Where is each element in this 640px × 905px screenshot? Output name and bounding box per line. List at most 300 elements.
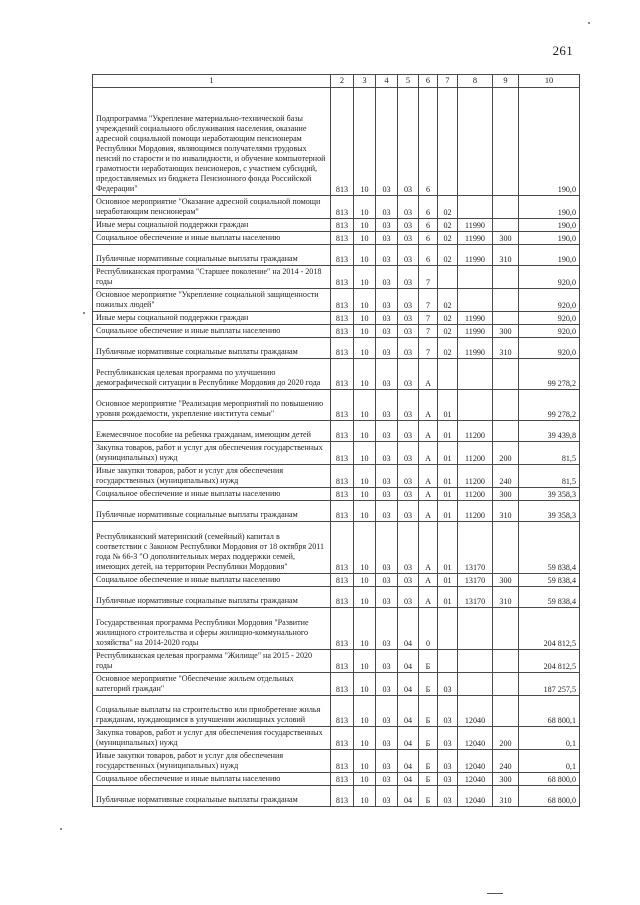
code-cell: 03 bbox=[398, 488, 419, 501]
code-cell bbox=[493, 421, 519, 442]
code-cell: 03 bbox=[376, 522, 398, 574]
amount-cell: 68 800,0 bbox=[519, 773, 580, 786]
code-cell bbox=[493, 673, 519, 696]
row-label: Республиканская целевая программа "Жилище" на 2015 - 2020 годы bbox=[93, 650, 331, 673]
table-row bbox=[93, 88, 580, 196]
code-cell: 03 bbox=[398, 390, 419, 421]
code-cell: 813 bbox=[331, 696, 354, 727]
code-cell: 03 bbox=[376, 574, 398, 587]
code-cell: 10 bbox=[354, 786, 376, 807]
amount-cell: 81,5 bbox=[519, 442, 580, 465]
code-cell: 11200 bbox=[458, 465, 493, 488]
amount-cell: 920,0 bbox=[519, 325, 580, 338]
code-cell bbox=[493, 196, 519, 219]
row-label: Социальное обеспечение и иные выплаты населению bbox=[93, 574, 331, 587]
row-label: Социальное обеспечение и иные выплаты населению bbox=[93, 488, 331, 501]
code-cell: А bbox=[419, 522, 438, 574]
code-cell: 7 bbox=[419, 325, 438, 338]
code-cell bbox=[493, 219, 519, 232]
code-cell: 03 bbox=[376, 266, 398, 289]
code-cell: 03 bbox=[376, 501, 398, 522]
amount-cell: 59 838,4 bbox=[519, 587, 580, 608]
code-cell: 03 bbox=[376, 465, 398, 488]
row-label: Публичные нормативные социальные выплаты гражданам bbox=[93, 587, 331, 608]
code-cell: 03 bbox=[398, 501, 419, 522]
code-cell: 10 bbox=[354, 696, 376, 727]
code-cell bbox=[493, 312, 519, 325]
code-cell: 10 bbox=[354, 522, 376, 574]
row-label: Иные меры социальной поддержки граждан bbox=[93, 219, 331, 232]
code-cell: 03 bbox=[376, 219, 398, 232]
code-cell: 02 bbox=[438, 232, 458, 245]
row-label: Публичные нормативные социальные выплаты гражданам bbox=[93, 786, 331, 807]
code-cell: 03 bbox=[398, 421, 419, 442]
code-cell: 10 bbox=[354, 442, 376, 465]
code-cell bbox=[493, 608, 519, 650]
code-cell: 03 bbox=[376, 289, 398, 312]
code-cell: 813 bbox=[331, 88, 354, 196]
code-cell: 813 bbox=[331, 442, 354, 465]
code-cell: Б bbox=[419, 727, 438, 750]
code-cell: 10 bbox=[354, 325, 376, 338]
code-cell: 03 bbox=[376, 650, 398, 673]
code-cell: 02 bbox=[438, 219, 458, 232]
code-cell: 03 bbox=[376, 325, 398, 338]
code-cell: 310 bbox=[493, 245, 519, 266]
table-row bbox=[93, 522, 580, 574]
code-cell: 813 bbox=[331, 750, 354, 773]
code-cell: 03 bbox=[376, 488, 398, 501]
table-row bbox=[93, 786, 580, 807]
code-cell: 813 bbox=[331, 650, 354, 673]
code-cell: 03 bbox=[398, 442, 419, 465]
row-label: Публичные нормативные социальные выплаты гражданам bbox=[93, 501, 331, 522]
code-cell: 03 bbox=[398, 325, 419, 338]
code-cell bbox=[438, 266, 458, 289]
code-cell: А bbox=[419, 465, 438, 488]
table-row bbox=[93, 359, 580, 390]
column-header: 6 bbox=[419, 75, 438, 88]
row-label: Иные закупки товаров, работ и услуг для обеспечения государственных (муниципальных) нужд bbox=[93, 750, 331, 773]
code-cell: 11990 bbox=[458, 245, 493, 266]
code-cell: 7 bbox=[419, 266, 438, 289]
code-cell: 02 bbox=[438, 196, 458, 219]
code-cell: 03 bbox=[376, 673, 398, 696]
row-label: Иные меры социальной поддержки граждан bbox=[93, 312, 331, 325]
code-cell: 10 bbox=[354, 727, 376, 750]
code-cell: 813 bbox=[331, 501, 354, 522]
code-cell bbox=[493, 522, 519, 574]
code-cell: 813 bbox=[331, 245, 354, 266]
amount-cell: 920,0 bbox=[519, 289, 580, 312]
code-cell bbox=[458, 196, 493, 219]
code-cell: 10 bbox=[354, 88, 376, 196]
code-cell: 13170 bbox=[458, 587, 493, 608]
code-cell: 310 bbox=[493, 338, 519, 359]
code-cell: 02 bbox=[438, 245, 458, 266]
code-cell: 02 bbox=[438, 312, 458, 325]
code-cell: 03 bbox=[438, 727, 458, 750]
table-row bbox=[93, 390, 580, 421]
code-cell: 813 bbox=[331, 325, 354, 338]
code-cell: 03 bbox=[398, 196, 419, 219]
code-cell: Б bbox=[419, 696, 438, 727]
code-cell: 03 bbox=[376, 587, 398, 608]
code-cell bbox=[438, 608, 458, 650]
table-row bbox=[93, 465, 580, 488]
code-cell bbox=[458, 608, 493, 650]
code-cell bbox=[458, 266, 493, 289]
page-number: 261 bbox=[552, 43, 573, 58]
code-cell: 04 bbox=[398, 608, 419, 650]
code-cell: 03 bbox=[398, 587, 419, 608]
code-cell: 6 bbox=[419, 232, 438, 245]
code-cell: 03 bbox=[398, 232, 419, 245]
code-cell: 04 bbox=[398, 650, 419, 673]
code-cell: 813 bbox=[331, 196, 354, 219]
code-cell bbox=[493, 88, 519, 196]
code-cell: 10 bbox=[354, 488, 376, 501]
code-cell bbox=[458, 650, 493, 673]
code-cell: 11200 bbox=[458, 442, 493, 465]
row-label: Подпрограмма "Укрепление материально-технической базы учреждений социального обслуживания населения, оказание адресной социальной помощи неработающим пенсионерам Республики Мордовия, являющимся получателями трудовых пенсий по старости и по инвалидности, и обучение компьютерной грамотности неработающих пенсионеров, с участием субсидий, предоставляемых из бюджета Пенсионного фонда Российской Федерации" bbox=[93, 88, 331, 196]
row-label: Закупка товаров, работ и услуг для обеспечения государственных (муниципальных) нужд bbox=[93, 442, 331, 465]
code-cell: 01 bbox=[438, 390, 458, 421]
code-cell: 03 bbox=[376, 727, 398, 750]
code-cell: 10 bbox=[354, 465, 376, 488]
code-cell: 813 bbox=[331, 608, 354, 650]
table-row bbox=[93, 650, 580, 673]
code-cell: 6 bbox=[419, 219, 438, 232]
code-cell: 03 bbox=[398, 88, 419, 196]
table-row bbox=[93, 587, 580, 608]
code-cell: 10 bbox=[354, 750, 376, 773]
amount-cell: 190,0 bbox=[519, 196, 580, 219]
row-label: Основное мероприятие "Обеспечение жильем отдельных категорий граждан" bbox=[93, 673, 331, 696]
code-cell: А bbox=[419, 359, 438, 390]
row-label: Закупка товаров, работ и услуг для обеспечения государственных (муниципальных) нужд bbox=[93, 727, 331, 750]
code-cell bbox=[438, 88, 458, 196]
table-row bbox=[93, 245, 580, 266]
code-cell: 11200 bbox=[458, 501, 493, 522]
table-row bbox=[93, 488, 580, 501]
code-cell: А bbox=[419, 488, 438, 501]
code-cell: 10 bbox=[354, 773, 376, 786]
code-cell: 03 bbox=[398, 465, 419, 488]
code-cell: 10 bbox=[354, 673, 376, 696]
row-label: Публичные нормативные социальные выплаты гражданам bbox=[93, 245, 331, 266]
code-cell: 813 bbox=[331, 359, 354, 390]
row-label: Ежемесячное пособие на ребенка гражданам, имеющим детей bbox=[93, 421, 331, 442]
code-cell: 10 bbox=[354, 421, 376, 442]
code-cell: 813 bbox=[331, 574, 354, 587]
code-cell: А bbox=[419, 390, 438, 421]
amount-cell: 81,5 bbox=[519, 465, 580, 488]
column-header: 7 bbox=[438, 75, 458, 88]
table-row bbox=[93, 608, 580, 650]
code-cell: 7 bbox=[419, 338, 438, 359]
code-cell: 03 bbox=[376, 442, 398, 465]
code-cell: 813 bbox=[331, 312, 354, 325]
code-cell: 10 bbox=[354, 359, 376, 390]
code-cell: 03 bbox=[376, 232, 398, 245]
code-cell bbox=[458, 390, 493, 421]
code-cell: 310 bbox=[493, 501, 519, 522]
table-header-row bbox=[93, 75, 580, 88]
code-cell: 03 bbox=[376, 750, 398, 773]
scan-speck bbox=[60, 828, 62, 830]
code-cell: 10 bbox=[354, 338, 376, 359]
code-cell: 310 bbox=[493, 786, 519, 807]
row-label: Республиканская программа "Старшее поколение" на 2014 - 2018 годы bbox=[93, 266, 331, 289]
table-row bbox=[93, 442, 580, 465]
column-header: 2 bbox=[331, 75, 354, 88]
code-cell bbox=[458, 88, 493, 196]
code-cell bbox=[493, 696, 519, 727]
amount-cell: 39 439,8 bbox=[519, 421, 580, 442]
code-cell bbox=[493, 266, 519, 289]
row-label: Иные закупки товаров, работ и услуг для обеспечения государственных (муниципальных) нужд bbox=[93, 465, 331, 488]
code-cell: 12040 bbox=[458, 696, 493, 727]
column-header: 3 bbox=[354, 75, 376, 88]
code-cell: 03 bbox=[398, 312, 419, 325]
column-header: 9 bbox=[493, 75, 519, 88]
column-header: 10 bbox=[519, 75, 580, 88]
code-cell: 10 bbox=[354, 266, 376, 289]
table-row bbox=[93, 266, 580, 289]
code-cell: 03 bbox=[376, 773, 398, 786]
code-cell: 03 bbox=[376, 359, 398, 390]
amount-cell: 920,0 bbox=[519, 312, 580, 325]
row-label: Республиканский материнский (семейный) капитал в соответствии с Законом Республики Мордовия от 18 октября 2011 года № 66-З "О дополнительных мерах поддержки семей, имеющих детей, на территории Республики Мордовия" bbox=[93, 522, 331, 574]
code-cell: 13170 bbox=[458, 574, 493, 587]
code-cell: 12040 bbox=[458, 727, 493, 750]
code-cell: Б bbox=[419, 750, 438, 773]
table-row bbox=[93, 289, 580, 312]
code-cell: 10 bbox=[354, 196, 376, 219]
code-cell: 03 bbox=[398, 359, 419, 390]
code-cell: 01 bbox=[438, 421, 458, 442]
code-cell: 10 bbox=[354, 390, 376, 421]
code-cell: 03 bbox=[376, 390, 398, 421]
table-row bbox=[93, 196, 580, 219]
code-cell: 11990 bbox=[458, 338, 493, 359]
code-cell: 01 bbox=[438, 574, 458, 587]
code-cell: 02 bbox=[438, 338, 458, 359]
table-row bbox=[93, 312, 580, 325]
code-cell: 0 bbox=[419, 608, 438, 650]
table-row bbox=[93, 338, 580, 359]
code-cell: 03 bbox=[376, 786, 398, 807]
table-row bbox=[93, 673, 580, 696]
code-cell: 813 bbox=[331, 727, 354, 750]
code-cell: 11200 bbox=[458, 421, 493, 442]
code-cell: 300 bbox=[493, 232, 519, 245]
row-label: Основное мероприятие "Реализация мероприятий по повышению уровня рождаемости, укрепление института семьи" bbox=[93, 390, 331, 421]
code-cell: 200 bbox=[493, 442, 519, 465]
code-cell: 03 bbox=[398, 289, 419, 312]
footer-dash bbox=[487, 893, 503, 894]
code-cell: 12040 bbox=[458, 750, 493, 773]
code-cell: 10 bbox=[354, 650, 376, 673]
code-cell: 813 bbox=[331, 289, 354, 312]
code-cell bbox=[438, 650, 458, 673]
code-cell: А bbox=[419, 587, 438, 608]
code-cell: Б bbox=[419, 673, 438, 696]
code-cell: 10 bbox=[354, 219, 376, 232]
code-cell: 03 bbox=[376, 245, 398, 266]
code-cell: 12040 bbox=[458, 773, 493, 786]
code-cell: 10 bbox=[354, 312, 376, 325]
amount-cell: 190,0 bbox=[519, 88, 580, 196]
code-cell: Б bbox=[419, 773, 438, 786]
code-cell: 03 bbox=[438, 773, 458, 786]
code-cell: 01 bbox=[438, 442, 458, 465]
budget-table bbox=[92, 74, 580, 807]
code-cell: 10 bbox=[354, 245, 376, 266]
scan-speck bbox=[588, 22, 590, 24]
code-cell: 813 bbox=[331, 773, 354, 786]
code-cell: 03 bbox=[438, 696, 458, 727]
row-label: Основное мероприятие "Укрепление социальной защищенности пожилых людей" bbox=[93, 289, 331, 312]
code-cell: 13170 bbox=[458, 522, 493, 574]
code-cell: 10 bbox=[354, 587, 376, 608]
code-cell: 03 bbox=[398, 522, 419, 574]
row-label: Государственная программа Республики Мордовия "Развитие жилищного строительства и сферы жилищно-коммунального хозяйства" на 2014-2020 годы bbox=[93, 608, 331, 650]
code-cell: 813 bbox=[331, 488, 354, 501]
code-cell: 03 bbox=[438, 786, 458, 807]
amount-cell: 190,0 bbox=[519, 245, 580, 266]
code-cell: 10 bbox=[354, 574, 376, 587]
code-cell: 7 bbox=[419, 312, 438, 325]
code-cell bbox=[493, 289, 519, 312]
code-cell: 01 bbox=[438, 488, 458, 501]
amount-cell: 920,0 bbox=[519, 338, 580, 359]
amount-cell: 68 800,1 bbox=[519, 696, 580, 727]
code-cell: 813 bbox=[331, 465, 354, 488]
amount-cell: 187 257,5 bbox=[519, 673, 580, 696]
row-label: Основное мероприятие "Оказание адресной социальной помощи неработающим пенсионерам" bbox=[93, 196, 331, 219]
code-cell: 813 bbox=[331, 421, 354, 442]
code-cell: 300 bbox=[493, 773, 519, 786]
code-cell: 6 bbox=[419, 88, 438, 196]
code-cell: 04 bbox=[398, 750, 419, 773]
column-header: 5 bbox=[398, 75, 419, 88]
code-cell: 03 bbox=[398, 245, 419, 266]
code-cell: 10 bbox=[354, 232, 376, 245]
table-row bbox=[93, 696, 580, 727]
code-cell: 01 bbox=[438, 501, 458, 522]
column-header: 4 bbox=[376, 75, 398, 88]
code-cell: 12040 bbox=[458, 786, 493, 807]
code-cell: 04 bbox=[398, 773, 419, 786]
row-label: Республиканская целевая программа по улучшению демографической ситуации в Республике Мордовия до 2020 года bbox=[93, 359, 331, 390]
code-cell: 10 bbox=[354, 608, 376, 650]
amount-cell: 0,1 bbox=[519, 727, 580, 750]
code-cell: А bbox=[419, 501, 438, 522]
code-cell: 03 bbox=[376, 421, 398, 442]
code-cell: А bbox=[419, 442, 438, 465]
table-row bbox=[93, 750, 580, 773]
code-cell: 813 bbox=[331, 338, 354, 359]
code-cell: 04 bbox=[398, 673, 419, 696]
amount-cell: 99 278,2 bbox=[519, 359, 580, 390]
code-cell: 10 bbox=[354, 289, 376, 312]
code-cell: 11990 bbox=[458, 325, 493, 338]
row-label: Социальное обеспечение и иные выплаты населению bbox=[93, 325, 331, 338]
table-row bbox=[93, 727, 580, 750]
code-cell: 01 bbox=[438, 587, 458, 608]
code-cell: Б bbox=[419, 786, 438, 807]
row-label: Публичные нормативные социальные выплаты гражданам bbox=[93, 338, 331, 359]
amount-cell: 39 358,3 bbox=[519, 488, 580, 501]
code-cell bbox=[493, 650, 519, 673]
code-cell: А bbox=[419, 421, 438, 442]
row-label: Социальное обеспечение и иные выплаты населению bbox=[93, 773, 331, 786]
table-row bbox=[93, 219, 580, 232]
code-cell: 01 bbox=[438, 465, 458, 488]
code-cell: А bbox=[419, 574, 438, 587]
code-cell bbox=[493, 359, 519, 390]
amount-cell: 0,1 bbox=[519, 750, 580, 773]
code-cell: 813 bbox=[331, 390, 354, 421]
code-cell: 813 bbox=[331, 673, 354, 696]
code-cell: 03 bbox=[376, 196, 398, 219]
code-cell: 11990 bbox=[458, 232, 493, 245]
code-cell bbox=[438, 359, 458, 390]
amount-cell: 59 838,4 bbox=[519, 522, 580, 574]
amount-cell: 190,0 bbox=[519, 219, 580, 232]
code-cell: Б bbox=[419, 650, 438, 673]
table-row bbox=[93, 574, 580, 587]
code-cell: 03 bbox=[376, 608, 398, 650]
code-cell: 03 bbox=[438, 673, 458, 696]
code-cell: 04 bbox=[398, 727, 419, 750]
column-header: 8 bbox=[458, 75, 493, 88]
code-cell: 300 bbox=[493, 488, 519, 501]
code-cell: 813 bbox=[331, 786, 354, 807]
code-cell: 240 bbox=[493, 750, 519, 773]
amount-cell: 204 812,5 bbox=[519, 650, 580, 673]
amount-cell: 190,0 bbox=[519, 232, 580, 245]
table-row bbox=[93, 232, 580, 245]
code-cell bbox=[458, 289, 493, 312]
table-row bbox=[93, 325, 580, 338]
code-cell: 6 bbox=[419, 245, 438, 266]
code-cell: 03 bbox=[398, 338, 419, 359]
amount-cell: 99 278,2 bbox=[519, 390, 580, 421]
code-cell bbox=[458, 673, 493, 696]
code-cell: 813 bbox=[331, 587, 354, 608]
code-cell: 11990 bbox=[458, 219, 493, 232]
amount-cell: 68 800,0 bbox=[519, 786, 580, 807]
code-cell: 03 bbox=[398, 266, 419, 289]
table-row bbox=[93, 501, 580, 522]
code-cell: 10 bbox=[354, 501, 376, 522]
code-cell: 03 bbox=[376, 338, 398, 359]
code-cell: 6 bbox=[419, 196, 438, 219]
amount-cell: 39 358,3 bbox=[519, 501, 580, 522]
code-cell: 813 bbox=[331, 522, 354, 574]
table-row bbox=[93, 773, 580, 786]
code-cell: 02 bbox=[438, 289, 458, 312]
column-header: 1 bbox=[93, 75, 331, 88]
code-cell: 200 bbox=[493, 727, 519, 750]
row-label: Социальные выплаты на строительство или приобретение жилья гражданам, нуждающимся в улучшении жилищных условий bbox=[93, 696, 331, 727]
code-cell: 813 bbox=[331, 232, 354, 245]
code-cell: 01 bbox=[438, 522, 458, 574]
code-cell bbox=[458, 359, 493, 390]
